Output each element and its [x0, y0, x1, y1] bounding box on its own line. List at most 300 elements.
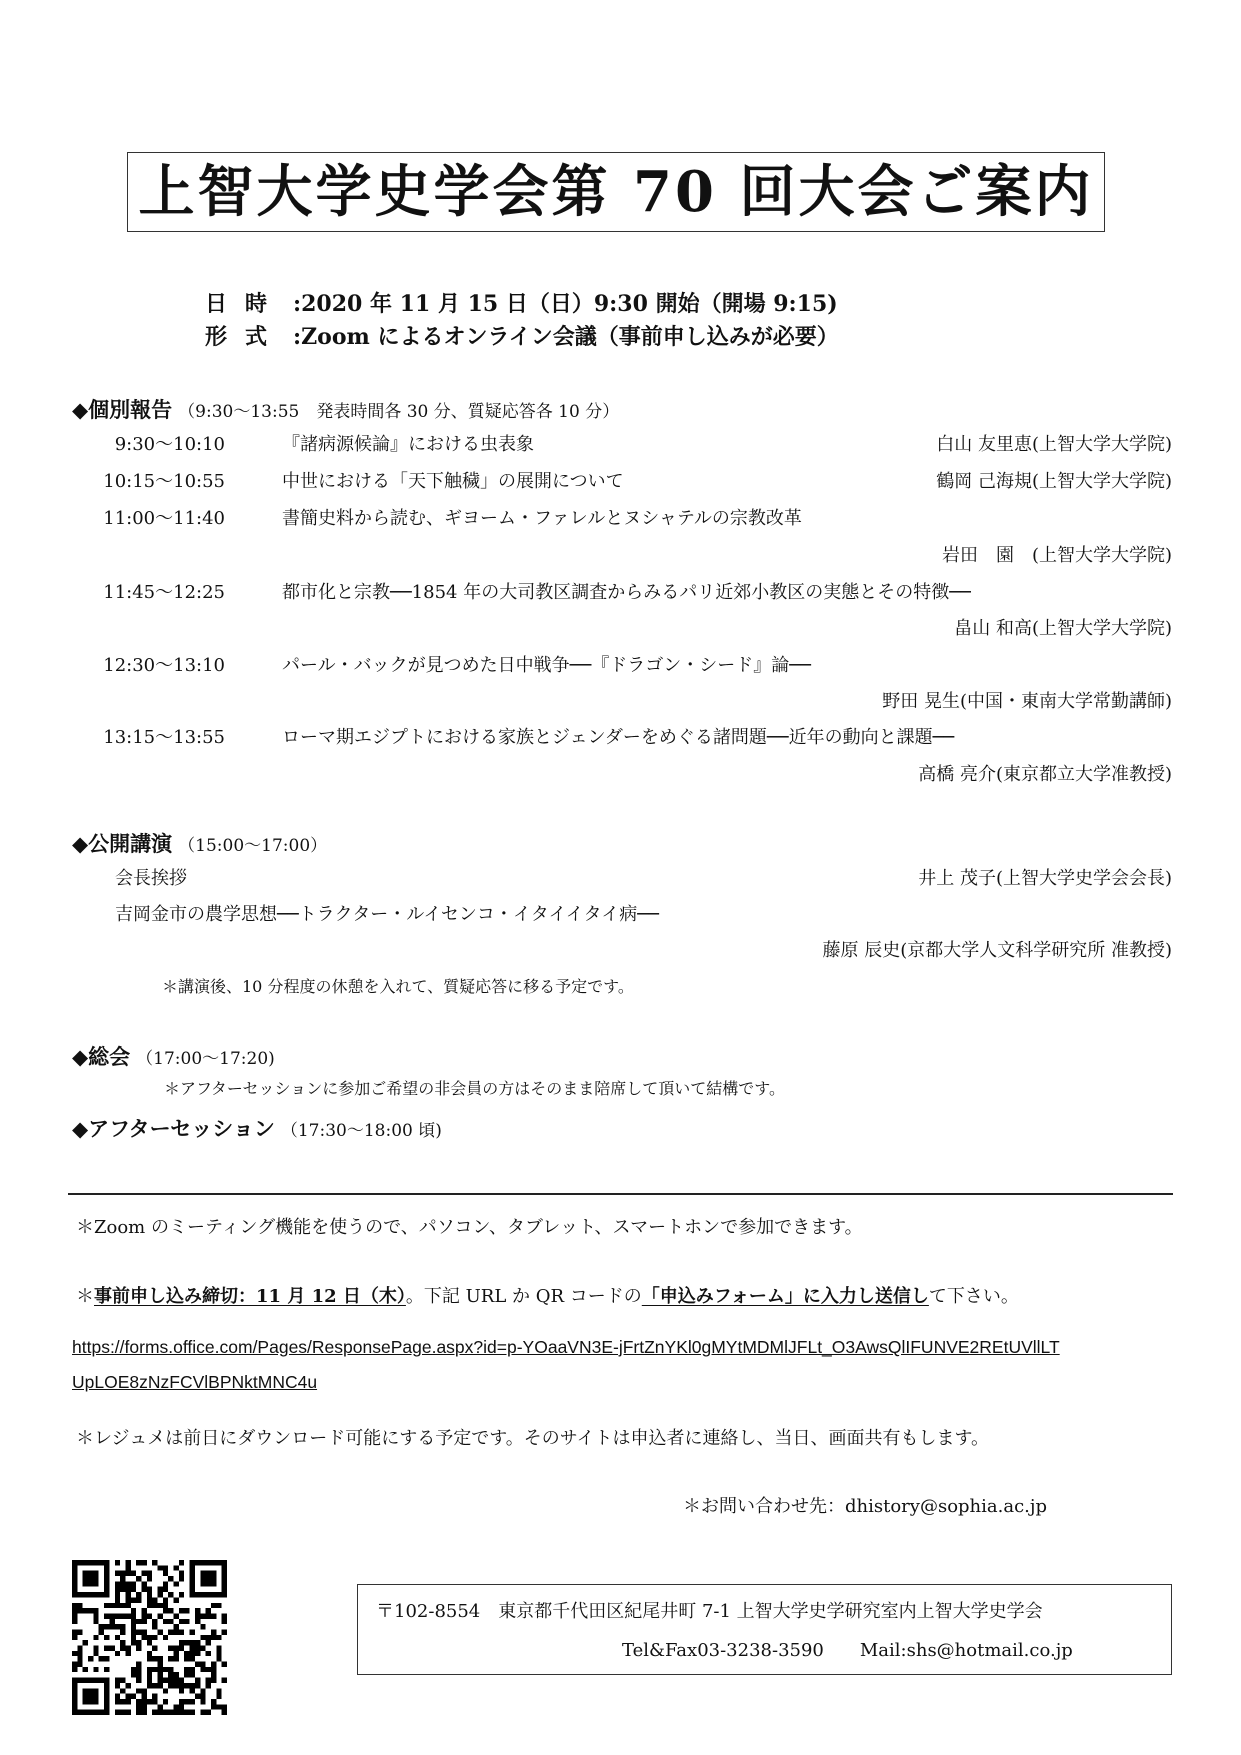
qr-module: [93, 1619, 98, 1624]
qr-module: [206, 1560, 211, 1565]
qr-module: [190, 1710, 195, 1715]
qr-module: [190, 1683, 195, 1688]
qr-module: [125, 1565, 130, 1570]
qr-module: [104, 1603, 109, 1608]
qr-module: [222, 1704, 227, 1709]
qr-module: [200, 1613, 205, 1618]
qr-module: [77, 1662, 82, 1667]
qr-module: [104, 1571, 109, 1576]
qr-module: [93, 1651, 98, 1656]
qr-module: [163, 1619, 168, 1624]
qr-module: [179, 1683, 184, 1688]
qr-module: [136, 1597, 141, 1602]
qr-module: [168, 1619, 173, 1624]
qr-module: [184, 1656, 189, 1661]
qr-module: [179, 1629, 184, 1634]
qr-module: [72, 1608, 77, 1613]
qr-module: [72, 1662, 77, 1667]
qr-module: [83, 1667, 88, 1672]
reports-note: （9:30～13:55 発表時間各 30 分、質疑応答各 10 分）: [178, 402, 620, 422]
qr-module: [99, 1560, 104, 1565]
qr-module: [163, 1608, 168, 1613]
qr-module: [184, 1619, 189, 1624]
qr-module: [174, 1683, 179, 1688]
qr-module: [174, 1565, 179, 1570]
qr-module: [190, 1592, 195, 1597]
qr-module: [131, 1667, 136, 1672]
qr-module: [174, 1581, 179, 1586]
qr-module: [206, 1581, 211, 1586]
qr-module: [136, 1619, 141, 1624]
form-url-link[interactable]: https://forms.office.com/Pages/ResponsePage.aspx?id=p-YOaaVN3E-jFrtZnYKl0gMYtMDMlJFLt_O3AwsQlIFUNVE2REtUVllLT: [72, 1337, 1060, 1357]
qr-module: [88, 1678, 93, 1683]
qr-module: [131, 1597, 136, 1602]
qr-module: [115, 1581, 120, 1586]
meeting-footnote: ＊アフターセッションに参加ご希望の非会員の方はそのまま陪席して頂いて結構です。: [164, 1079, 785, 1098]
date-value: :2020 年 11 月 15 日（日）9:30 開始（開場 9:15): [293, 291, 838, 317]
section-divider: [68, 1193, 1173, 1195]
report-speaker: 白山 友里恵(上智大学大学院): [936, 434, 1172, 455]
qr-module: [184, 1699, 189, 1704]
greeting-label: 会長挨拶: [115, 868, 187, 889]
qr-module: [195, 1646, 200, 1651]
qr-module: [147, 1613, 152, 1618]
qr-module: [152, 1646, 157, 1651]
qr-module: [190, 1581, 195, 1586]
qr-module: [77, 1603, 82, 1608]
qr-module: [93, 1688, 98, 1693]
qr-module: [200, 1710, 205, 1715]
qr-module: [158, 1613, 163, 1618]
qr-module: [104, 1646, 109, 1651]
qr-module: [168, 1629, 173, 1634]
qr-module: [115, 1592, 120, 1597]
address-line: 〒102-8554 東京都千代田区紀尾井町 7-1 上智大学史学研究室内上智大学史学会: [376, 1601, 1043, 1622]
qr-module: [200, 1688, 205, 1693]
qr-module: [131, 1629, 136, 1634]
qr-module: [174, 1651, 179, 1656]
qr-module: [179, 1560, 184, 1565]
qr-module: [174, 1704, 179, 1709]
qr-module: [174, 1646, 179, 1651]
qr-module: [179, 1710, 184, 1715]
qr-module: [190, 1587, 195, 1592]
qr-module: [104, 1587, 109, 1592]
qr-module: [125, 1651, 130, 1656]
page-title: 上智大学史学会第 70 回大会ご案内: [138, 159, 1094, 225]
qr-module: [83, 1592, 88, 1597]
qr-module: [120, 1688, 125, 1693]
report-row: [0, 467, 1241, 497]
qr-module: [163, 1667, 168, 1672]
qr-module: [211, 1571, 216, 1576]
qr-module: [131, 1624, 136, 1629]
qr-module: [152, 1597, 157, 1602]
deadline-text: 事前申し込み締切：11 月 12 日（木）: [94, 1286, 406, 1307]
qr-module: [136, 1629, 141, 1634]
deadline-end: て下さい。: [928, 1286, 1019, 1307]
qr-module: [115, 1694, 120, 1699]
qr-module: [147, 1651, 152, 1656]
qr-module: [93, 1710, 98, 1715]
qr-module: [115, 1678, 120, 1683]
qr-module: [200, 1699, 205, 1704]
qr-module: [72, 1587, 77, 1592]
qr-module: [120, 1629, 125, 1634]
qr-module: [72, 1678, 77, 1683]
qr-module: [115, 1683, 120, 1688]
qr-module: [147, 1587, 152, 1592]
qr-module: [190, 1651, 195, 1656]
qr-module: [211, 1704, 216, 1709]
reports-heading-line: [72, 394, 619, 424]
qr-module: [136, 1592, 141, 1597]
qr-module: [77, 1629, 82, 1634]
qr-module: [190, 1699, 195, 1704]
qr-module: [179, 1640, 184, 1645]
qr-module: [216, 1704, 221, 1709]
qr-module: [72, 1688, 77, 1693]
qr-module: [184, 1667, 189, 1672]
qr-module: [168, 1683, 173, 1688]
qr-module: [115, 1571, 120, 1576]
qr-module: [195, 1678, 200, 1683]
contact-notice: ＊お問い合わせ先：dhistory@sophia.ac.jp: [683, 1496, 1047, 1517]
lecture-footnote: ＊講演後、10 分程度の休憩を入れて、質疑応答に移る予定です。: [162, 977, 634, 996]
qr-module: [88, 1608, 93, 1613]
qr-module: [211, 1678, 216, 1683]
qr-module: [195, 1683, 200, 1688]
qr-module: [222, 1678, 227, 1683]
qr-module: [206, 1710, 211, 1715]
qr-module: [93, 1592, 98, 1597]
qr-module: [136, 1672, 141, 1677]
qr-module: [152, 1699, 157, 1704]
qr-module: [200, 1662, 205, 1667]
qr-module: [136, 1678, 141, 1683]
qr-module: [72, 1560, 77, 1565]
qr-module: [216, 1560, 221, 1565]
resume-notice: ＊レジュメは前日にダウンロード可能にする予定です。そのサイトは申込者に連絡し、当日、画面共有もします。: [76, 1428, 990, 1449]
qr-module: [211, 1635, 216, 1640]
qr-module: [72, 1667, 77, 1672]
qr-module: [222, 1613, 227, 1618]
event-date-line: [205, 287, 838, 318]
qr-module: [141, 1613, 146, 1618]
qr-module: [125, 1560, 130, 1565]
qr-module: [125, 1683, 130, 1688]
zoom-notice: ＊Zoom のミーティング機能を使うので、パソコン、タブレット、スマートホンで参加できます。: [76, 1217, 863, 1238]
qr-module: [211, 1560, 216, 1565]
qr-module: [115, 1560, 120, 1565]
qr-module: [141, 1587, 146, 1592]
qr-module: [120, 1678, 125, 1683]
qr-module: [72, 1613, 77, 1618]
qr-module: [136, 1640, 141, 1645]
qr-module: [190, 1576, 195, 1581]
qr-module: [83, 1560, 88, 1565]
qr-module: [141, 1710, 146, 1715]
qr-module: [120, 1624, 125, 1629]
qr-module: [83, 1710, 88, 1715]
lecture-note: （15:00～17:00）: [178, 836, 328, 856]
qr-module: [115, 1710, 120, 1715]
qr-module: [115, 1603, 120, 1608]
qr-module: [120, 1603, 125, 1608]
qr-module: [147, 1576, 152, 1581]
qr-module: [131, 1571, 136, 1576]
qr-module: [99, 1592, 104, 1597]
qr-module: [147, 1597, 152, 1602]
qr-module: [99, 1624, 104, 1629]
qr-module: [120, 1571, 125, 1576]
qr-module: [184, 1651, 189, 1656]
qr-module: [136, 1560, 141, 1565]
qr-module: [104, 1710, 109, 1715]
qr-module: [104, 1576, 109, 1581]
format-value: :Zoom によるオンライン会議（事前申し込みが必要）: [293, 324, 839, 350]
qr-module: [72, 1704, 77, 1709]
qr-module: [216, 1635, 221, 1640]
qr-module: [104, 1592, 109, 1597]
deadline-notice: [76, 1282, 1019, 1308]
qr-module: [200, 1592, 205, 1597]
qr-module: [93, 1678, 98, 1683]
qr-module: [125, 1699, 130, 1704]
qr-module: [211, 1672, 216, 1677]
qr-module: [211, 1581, 216, 1586]
qr-module: [115, 1624, 120, 1629]
qr-module: [211, 1629, 216, 1634]
qr-module: [109, 1603, 114, 1608]
qr-module: [179, 1699, 184, 1704]
qr-module: [152, 1667, 157, 1672]
qr-module: [72, 1699, 77, 1704]
qr-module: [200, 1581, 205, 1586]
date-label: 日時: [205, 291, 286, 317]
qr-module: [120, 1576, 125, 1581]
deadline-mid: 。下記 URL か QR コードの: [405, 1286, 642, 1307]
qr-module: [216, 1651, 221, 1656]
qr-module: [120, 1640, 125, 1645]
qr-module: [206, 1667, 211, 1672]
qr-module: [72, 1651, 77, 1656]
qr-module: [104, 1656, 109, 1661]
qr-module: [131, 1608, 136, 1613]
qr-module: [77, 1678, 82, 1683]
qr-module: [115, 1699, 120, 1704]
qr-module: [152, 1656, 157, 1661]
qr-module: [147, 1699, 152, 1704]
qr-module: [125, 1571, 130, 1576]
qr-module: [206, 1635, 211, 1640]
qr-module: [190, 1656, 195, 1661]
qr-module: [158, 1667, 163, 1672]
report-time: 9:30～10:10: [114, 434, 225, 455]
qr-module: [77, 1651, 82, 1656]
qr-module: [147, 1603, 152, 1608]
qr-module: [158, 1710, 163, 1715]
qr-module: [163, 1587, 168, 1592]
qr-module: [93, 1581, 98, 1586]
qr-module: [83, 1640, 88, 1645]
qr-module: [147, 1571, 152, 1576]
qr-module: [72, 1629, 77, 1634]
qr-module: [115, 1597, 120, 1602]
lecture-heading: ◆公開講演: [72, 832, 173, 856]
qr-module: [163, 1635, 168, 1640]
qr-module: [158, 1587, 163, 1592]
qr-module: [216, 1694, 221, 1699]
qr-module: [222, 1710, 227, 1715]
qr-module: [125, 1592, 130, 1597]
address-box: [357, 1584, 1172, 1675]
qr-module: [83, 1678, 88, 1683]
qr-module: [152, 1694, 157, 1699]
qr-module: [93, 1571, 98, 1576]
qr-module: [174, 1656, 179, 1661]
qr-module: [200, 1576, 205, 1581]
qr-module: [131, 1635, 136, 1640]
qr-module: [93, 1560, 98, 1565]
qr-code-icon: [72, 1560, 227, 1715]
qr-module: [211, 1667, 216, 1672]
report-row: [0, 723, 1241, 753]
qr-module: [168, 1576, 173, 1581]
qr-module: [104, 1688, 109, 1693]
qr-module: [115, 1613, 120, 1618]
qr-module: [72, 1571, 77, 1576]
qr-module: [120, 1587, 125, 1592]
report-row: [0, 504, 1241, 534]
qr-module: [179, 1608, 184, 1613]
qr-module: [190, 1571, 195, 1576]
qr-module: [136, 1710, 141, 1715]
qr-module: [174, 1710, 179, 1715]
qr-module: [206, 1651, 211, 1656]
qr-module: [83, 1694, 88, 1699]
qr-module: [109, 1624, 114, 1629]
qr-module: [152, 1635, 157, 1640]
qr-module: [179, 1646, 184, 1651]
qr-module: [88, 1688, 93, 1693]
qr-module: [141, 1619, 146, 1624]
qr-module: [190, 1646, 195, 1651]
qr-module: [211, 1576, 216, 1581]
qr-module: [104, 1635, 109, 1640]
qr-module: [125, 1587, 130, 1592]
qr-module: [152, 1710, 157, 1715]
qr-module: [195, 1651, 200, 1656]
qr-module: [222, 1629, 227, 1634]
qr-module: [200, 1667, 205, 1672]
qr-module: [72, 1581, 77, 1586]
qr-module: [179, 1678, 184, 1683]
qr-module: [200, 1560, 205, 1565]
qr-module: [158, 1662, 163, 1667]
qr-module: [190, 1629, 195, 1634]
qr-module: [195, 1560, 200, 1565]
qr-module: [195, 1608, 200, 1613]
qr-module: [99, 1629, 104, 1634]
qr-module: [152, 1683, 157, 1688]
qr-module: [109, 1619, 114, 1624]
qr-module: [163, 1678, 168, 1683]
qr-module: [206, 1683, 211, 1688]
qr-module: [109, 1646, 114, 1651]
qr-module: [88, 1560, 93, 1565]
qr-module: [190, 1565, 195, 1570]
qr-module: [88, 1656, 93, 1661]
qr-module: [83, 1688, 88, 1693]
qr-module: [93, 1613, 98, 1618]
qr-module: [222, 1565, 227, 1570]
qr-module: [136, 1699, 141, 1704]
qr-module: [77, 1710, 82, 1715]
qr-module: [93, 1608, 98, 1613]
qr-module: [163, 1581, 168, 1586]
qr-module: [88, 1576, 93, 1581]
qr-module: [152, 1560, 157, 1565]
format-label: 形式: [205, 324, 286, 350]
report-title: 『諸病源候論』における虫表象: [282, 434, 534, 455]
qr-module: [77, 1560, 82, 1565]
qr-module: [168, 1710, 173, 1715]
qr-module: [93, 1646, 98, 1651]
qr-module: [147, 1592, 152, 1597]
qr-module: [206, 1576, 211, 1581]
qr-module: [141, 1704, 146, 1709]
qr-module: [115, 1587, 120, 1592]
qr-module: [163, 1699, 168, 1704]
form-url-link-continued[interactable]: UpLOE8zNzFCVlBPNktMNC4u: [72, 1372, 318, 1392]
qr-module: [131, 1619, 136, 1624]
qr-module: [99, 1678, 104, 1683]
qr-module: [147, 1683, 152, 1688]
qr-module: [141, 1560, 146, 1565]
qr-module: [115, 1651, 120, 1656]
qr-module: [174, 1597, 179, 1602]
qr-module: [216, 1688, 221, 1693]
qr-module: [200, 1624, 205, 1629]
qr-module: [147, 1640, 152, 1645]
lecture-heading-line: [72, 828, 327, 858]
qr-module: [158, 1678, 163, 1683]
qr-module: [88, 1694, 93, 1699]
qr-module: [158, 1672, 163, 1677]
qr-module: [211, 1603, 216, 1608]
qr-module: [184, 1608, 189, 1613]
report-speaker: 野田 晃生(中国・東南大学常勤講師): [882, 691, 1172, 712]
report-title: 書簡史料から読む、ギヨーム・ファレルとヌシャテルの宗教改革: [282, 508, 802, 529]
qr-module: [125, 1613, 130, 1618]
qr-module: [152, 1603, 157, 1608]
qr-module: [158, 1592, 163, 1597]
greeting-speaker: 井上 茂子(上智大学史学会会長): [918, 868, 1172, 889]
qr-module: [211, 1592, 216, 1597]
qr-module: [163, 1688, 168, 1693]
qr-module: [158, 1629, 163, 1634]
qr-module: [222, 1581, 227, 1586]
title-box: [127, 152, 1105, 232]
qr-module: [72, 1592, 77, 1597]
report-speaker: 高橋 亮介(東京都立大学准教授): [918, 764, 1172, 785]
qr-module: [147, 1672, 152, 1677]
qr-module: [72, 1603, 77, 1608]
qr-module: [131, 1587, 136, 1592]
qr-module: [88, 1699, 93, 1704]
qr-module: [190, 1560, 195, 1565]
